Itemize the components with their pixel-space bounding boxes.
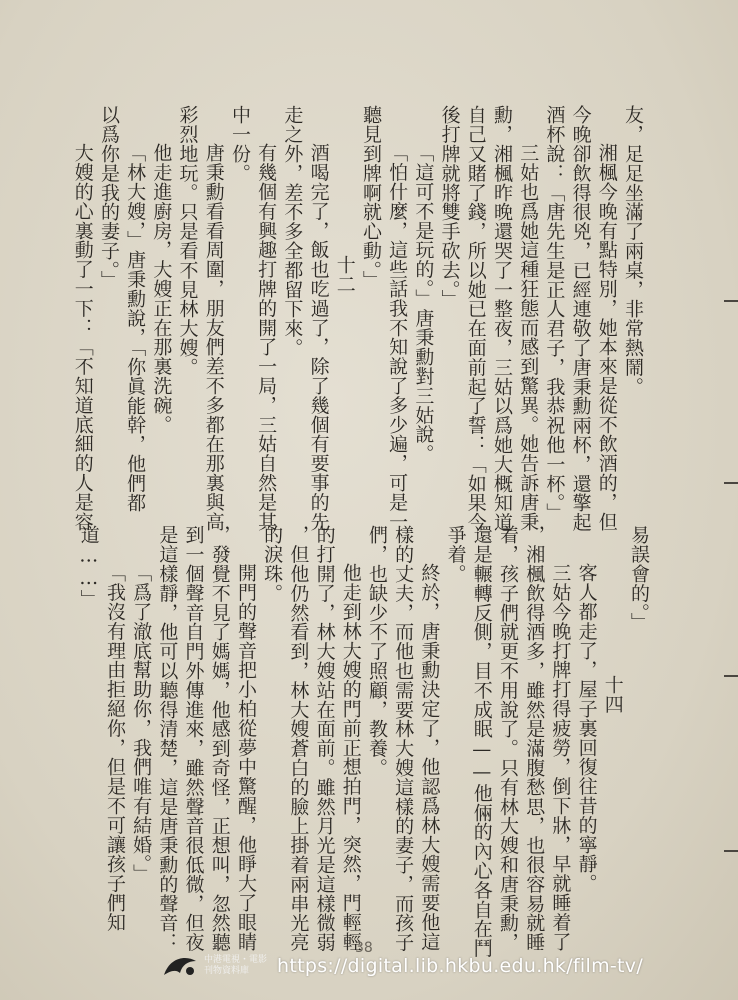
text-column: 他走進廚房，大嫂正在那裏洗碗。 (150, 143, 173, 434)
watermark[interactable] (160, 948, 643, 984)
text-column: 聽見到牌啊就心動。」 (359, 105, 382, 290)
text-column: 道……」 (77, 525, 100, 609)
watermark-org-line2: 刊物資料庫 (204, 966, 250, 976)
text-column: 今晚卻飲得很兇，已經連敬了唐秉勳兩杯，還擎起 (569, 105, 592, 532)
text-column: 大嫂的心裏動了一下：「不知道底細的人是容 (71, 143, 94, 531)
text-column: 勳，湘楓昨晚還哭了一整夜，三姑以爲她大概知道 (490, 105, 513, 532)
text-column: 終於，唐秉勳決定了，他認爲林大嫂需要他這 (418, 563, 441, 951)
text-column: 到一個聲音自門外傳進來，雖然聲音很低微，但夜 (182, 525, 205, 952)
text-column: ，但他仍然看到，林大嫂蒼白的臉上掛着兩串光亮 (287, 525, 310, 952)
chapter-heading: 十二 (333, 255, 356, 294)
text-column: ，發覺不見了媽媽，他感到奇怪，正想叫，忽然聽 (208, 525, 231, 952)
text-column: 「林大嫂，」唐秉勳說，「你眞能幹，他們都 (124, 143, 147, 512)
text-column: 三姑也爲她這種狂態而感到驚異。她告訴唐秉 (517, 143, 540, 531)
edge-mark (724, 850, 738, 852)
text-column: 走之外，差不多全都留下來。 (281, 105, 304, 358)
text-column: 爭着。 (444, 525, 467, 584)
text-column: 是這樣靜，他可以聽得清楚，這是唐秉勳的聲音： (156, 525, 179, 952)
chapter-heading: 十四 (601, 675, 624, 714)
text-column: 中一份。 (228, 105, 251, 183)
text-column: 唐秉勳看看周圍，朋友們差不多都在那裏與高 (202, 143, 225, 531)
text-column: 「爲了澈底幫助你，我們唯有結婚。」 (130, 563, 153, 884)
text-column: 自己又賭了錢，所以她已在面前起了誓：「如果今 (464, 105, 487, 532)
text-column: 樣的丈夫，而他也需要林大嫂這樣的妻子，而孩子 (392, 525, 415, 952)
edge-mark (724, 482, 738, 484)
text-column: 有幾個有興趣打牌的開了一局，三姑自然是其 (255, 143, 278, 531)
text-column: ，湘楓飲得酒多，雖然是滿腹愁思，也很容易就睡 (523, 525, 546, 952)
text-column: 後打牌就將雙手砍去。」 (438, 105, 461, 309)
text-column: 湘楓今晚有點特別，她本來是從不飲酒的，但 (595, 143, 618, 531)
text-column: 的淚珠。 (261, 525, 284, 603)
watermark-url[interactable]: https://digital.lib.hkbu.edu.hk/film-tv/ (277, 955, 644, 977)
text-column: 「這可不是玩的。」唐秉勳對三姑說。 (412, 143, 435, 464)
text-column: 還是輾轉反側，目不成眠——他倆的內心各自在鬥 (470, 525, 493, 958)
text-column: 以爲你是我的妻子。」 (97, 105, 120, 290)
archive-logo-icon (160, 951, 200, 981)
text-column: 他走到林大嫂的門前正想拍門，突然，門輕輕 (339, 563, 362, 951)
text-column: 易誤會的。」 (628, 525, 650, 632)
page-number: 38 (355, 940, 373, 956)
watermark-org-line1: 中港電視・電影 (204, 955, 268, 965)
text-column: 友，足足坐滿了兩桌，非常熱鬧。 (622, 105, 644, 396)
top-text-block (70, 105, 646, 532)
text-column: 「我沒有理由拒絕你，但是不可讓孩子們知 (103, 563, 126, 932)
edge-mark (724, 300, 738, 302)
text-column: 客人都走了，屋子裏回復往昔的寧靜。 (575, 563, 598, 893)
edge-mark (724, 675, 738, 677)
text-column: 的打開了，林大嫂站在面前。雖然月光是這樣微弱 (313, 525, 336, 952)
text-column: 酒杯說：「唐先生是正人君子，我恭祝他一杯。」 (543, 105, 566, 523)
text-column: 們，也缺少不了照顧，教養。 (365, 525, 388, 778)
text-column: 酒喝完了，飯也吃過了，除了幾個有要事的先 (307, 143, 330, 531)
watermark-org (204, 955, 267, 977)
text-column: 彩烈地玩。只是看不見林大嫂。 (176, 105, 199, 377)
text-column: 「怕什麼，這些話我不知說了多少遍，可是一 (386, 143, 409, 531)
text-column: 三姑今晚打牌打得疲勞，倒下牀，早就睡着了 (549, 563, 572, 951)
text-column: 着，孩子們就更不用說了。只有林大嫂和唐秉勳， (496, 525, 519, 952)
text-column: 開門的聲音把小柏從夢中驚醒，他睜大了眼睛 (234, 563, 257, 951)
